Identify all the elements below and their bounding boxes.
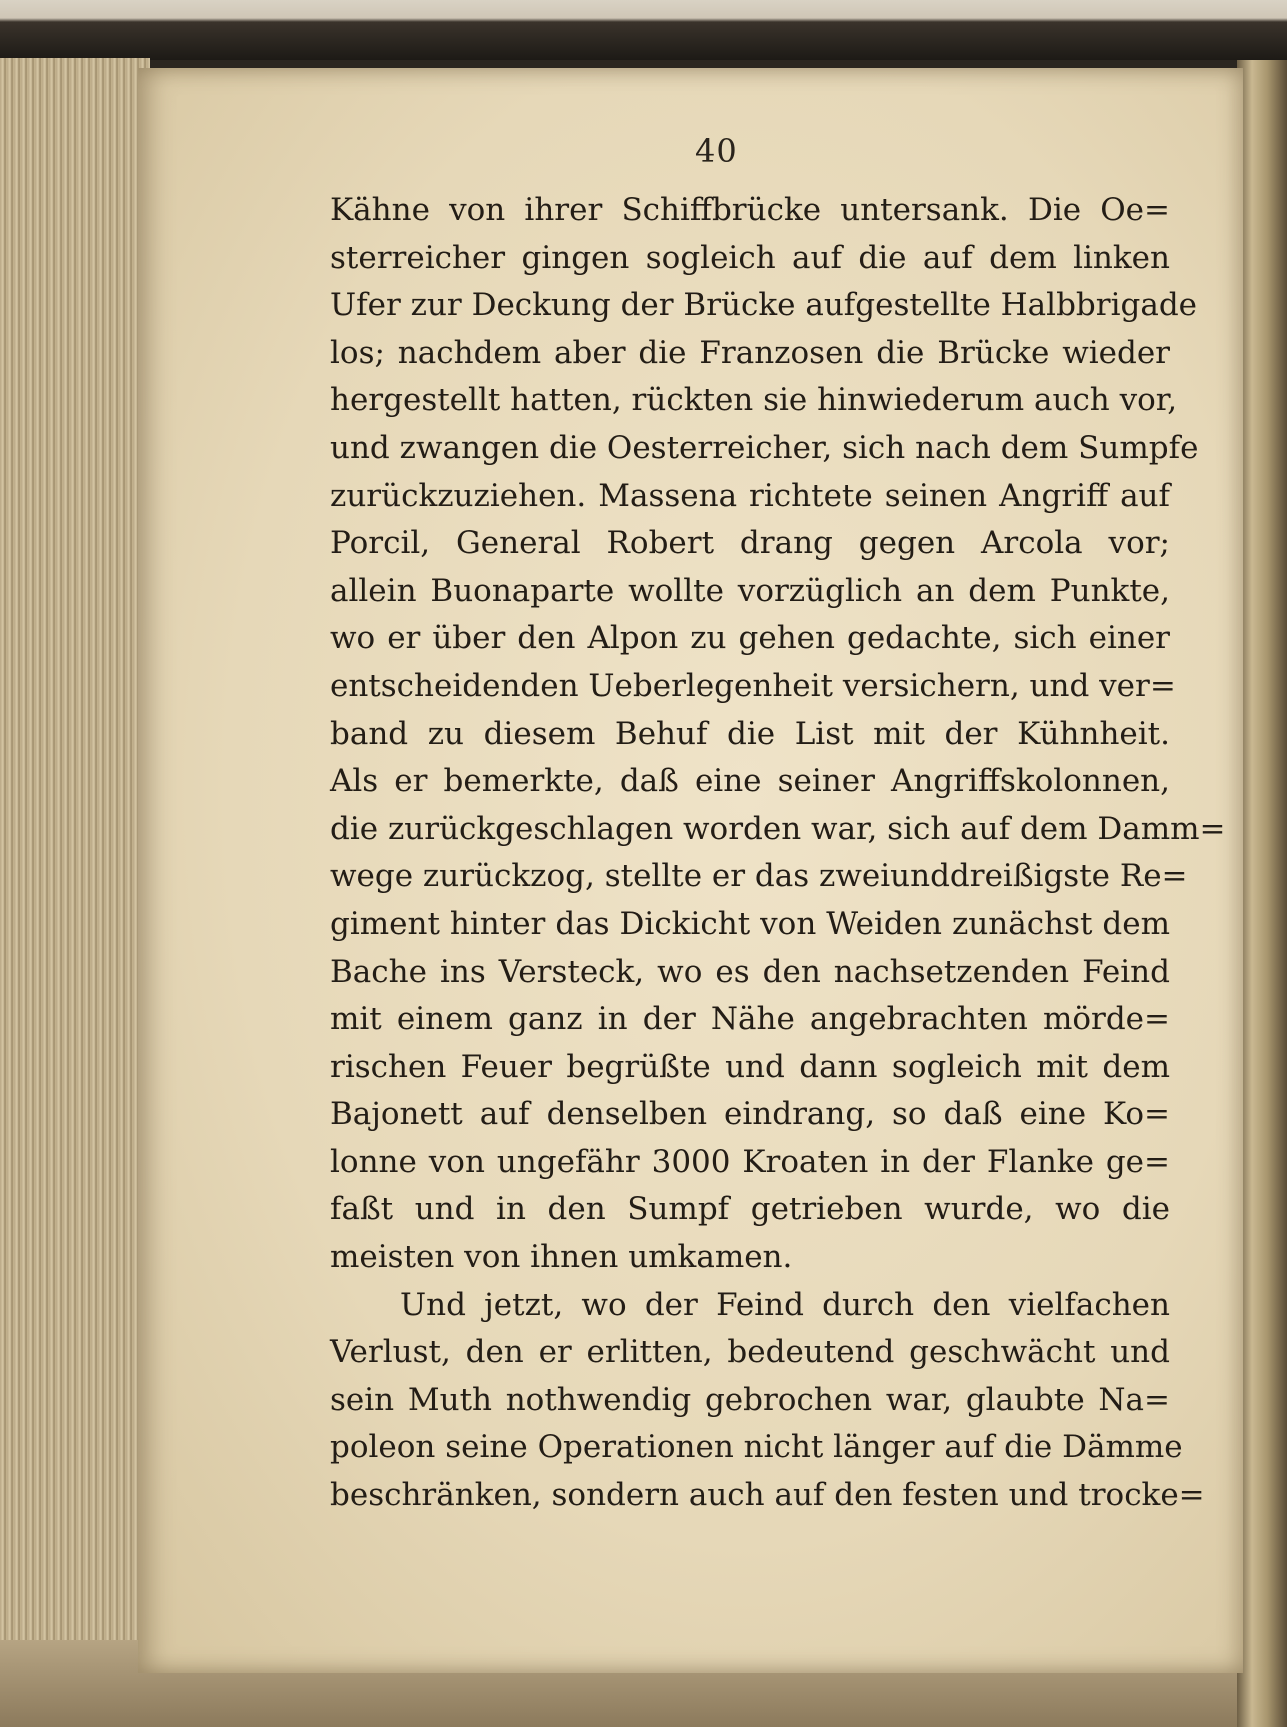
text-line: Kähne von ihrer Schiffbrücke untersank. Die Oe= bbox=[330, 192, 1170, 228]
text-line: die zurückgeschlagen worden war, sich auf dem Damm= bbox=[330, 810, 1226, 847]
text-line: Bajonett auf denselben eindrang, so daß eine Ko= bbox=[330, 1096, 1170, 1133]
page-number: 40 bbox=[695, 132, 738, 170]
text-line: giment hinter das Dickicht von Weiden zunächst dem bbox=[330, 905, 1170, 942]
text-line: band zu diesem Behuf die List mit der Kühnheit. bbox=[330, 715, 1170, 752]
text-line: mit einem ganz in der Nähe angebrachten mörde= bbox=[330, 1001, 1170, 1038]
book-top-edge bbox=[0, 0, 1287, 60]
text-line: allein Buonaparte wollte vorzüglich an dem Punkte, bbox=[330, 572, 1170, 609]
text-line: poleon seine Operationen nicht länger auf die Dämme bbox=[330, 1429, 1183, 1466]
text-line: Und jetzt, wo der Feind durch den vielfachen bbox=[400, 1286, 1170, 1323]
text-line: lonne von ungefähr 3000 Kroaten in der Flanke ge= bbox=[330, 1143, 1170, 1180]
text-line: wege zurückzog, stellte er das zweiunddreißigste Re= bbox=[330, 858, 1188, 895]
text-line: Ufer zur Deckung der Brücke aufgestellte Halbbrigade bbox=[330, 287, 1198, 324]
body-text bbox=[330, 187, 1226, 1520]
text-line: hergestellt hatten, rückten sie hinwiederum auch vor, bbox=[330, 382, 1178, 419]
text-line: Porcil, General Robert drang gegen Arcola vor; bbox=[330, 525, 1170, 562]
text-line: zurückzuziehen. Massena richtete seinen Angriff auf bbox=[330, 477, 1170, 514]
text-line: beschränken, sondern auch auf den festen und trocke= bbox=[330, 1477, 1205, 1514]
text-line: und zwangen die Oesterreicher, sich nach dem Sumpfe bbox=[330, 429, 1199, 466]
text-line: entscheidenden Ueberlegenheit versichern, und ver= bbox=[330, 667, 1176, 704]
text-line: sterreicher gingen sogleich auf die auf dem linken bbox=[330, 239, 1170, 276]
text-line: wo er über den Alpon zu gehen gedachte, sich einer bbox=[330, 620, 1170, 657]
text-line: los; nachdem aber die Franzosen die Brücke wieder bbox=[330, 334, 1170, 371]
text-line: sein Muth nothwendig gebrochen war, glaubte Na= bbox=[330, 1381, 1170, 1418]
left-page-edges bbox=[0, 58, 150, 1727]
text-line: faßt und in den Sumpf getrieben wurde, wo die bbox=[330, 1191, 1170, 1228]
text-line: rischen Feuer begrüßte und dann sogleich mit dem bbox=[330, 1048, 1170, 1085]
right-page-edge bbox=[1237, 60, 1287, 1727]
text-line: Verlust, den er erlitten, bedeutend geschwächt und bbox=[330, 1334, 1170, 1371]
text-line: Als er bemerkte, daß eine seiner Angriffskolonnen, bbox=[330, 763, 1170, 800]
text-line: Bache ins Versteck, wo es den nachsetzenden Feind bbox=[330, 953, 1170, 990]
text-line: meisten von ihnen umkamen. bbox=[330, 1239, 793, 1276]
